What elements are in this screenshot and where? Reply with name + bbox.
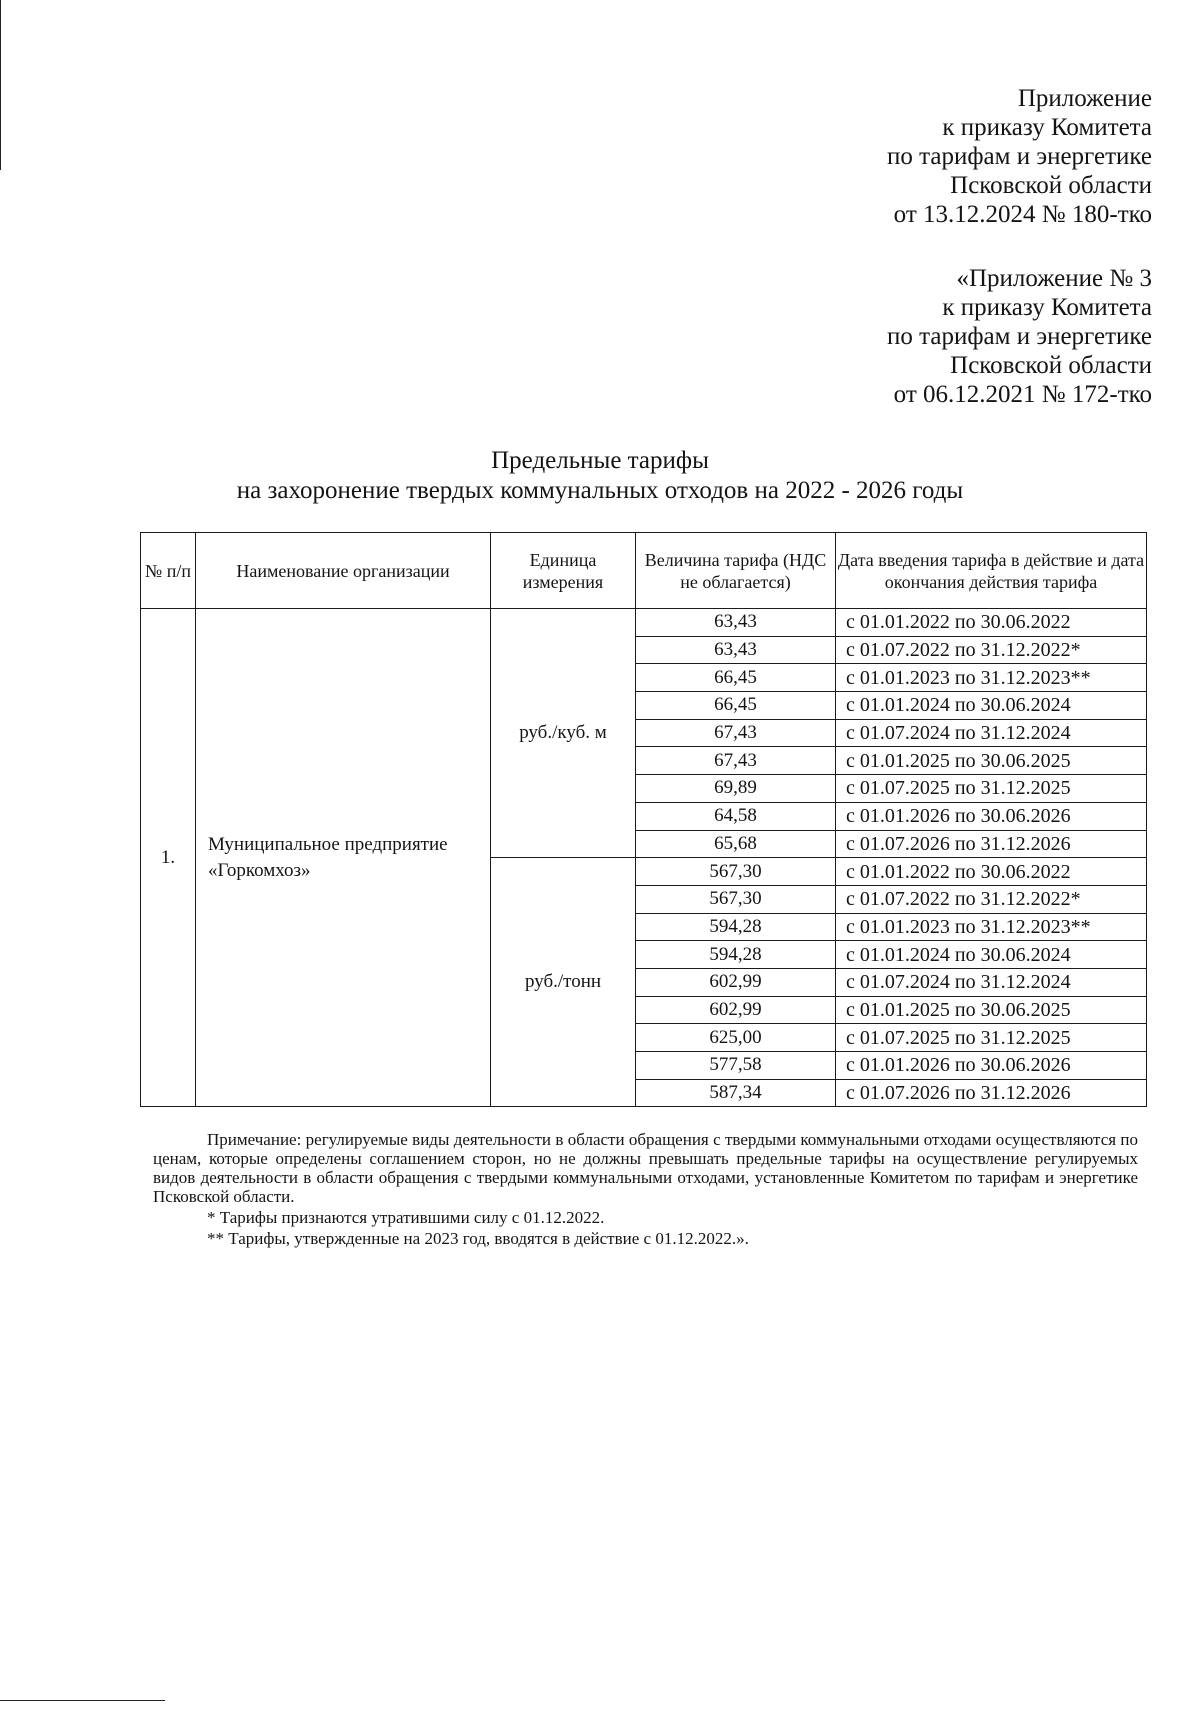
- tariff-value-cell: 66,45: [636, 664, 836, 692]
- tariff-value-cell: 567,30: [636, 858, 836, 886]
- organization-cell: Муниципальное предприятие «Горкомхоз»: [196, 609, 491, 1107]
- period-cell: с 01.01.2024 по 30.06.2024: [836, 692, 1147, 720]
- notes-section: [153, 1130, 1138, 1248]
- tariff-value-cell: 602,99: [636, 968, 836, 996]
- unit-cell: руб./тонн: [491, 858, 636, 1107]
- period-cell: с 01.01.2022 по 30.06.2022: [836, 609, 1147, 637]
- tariff-value-cell: 594,28: [636, 913, 836, 941]
- header-line: к приказу Комитета: [942, 294, 1152, 321]
- period-cell: с 01.07.2024 по 31.12.2024: [836, 719, 1147, 747]
- column-header-tariff-value: Величина тарифа (НДС не облагается): [636, 533, 836, 609]
- scan-edge-line: [0, 1700, 165, 1701]
- header-line: «Приложение № 3: [956, 265, 1152, 292]
- period-cell: с 01.07.2026 по 31.12.2026: [836, 1079, 1147, 1107]
- tariff-value-cell: 577,58: [636, 1052, 836, 1080]
- period-cell: с 01.01.2025 по 30.06.2025: [836, 747, 1147, 775]
- tariff-value-cell: 64,58: [636, 802, 836, 830]
- period-cell: с 01.07.2025 по 31.12.2025: [836, 1024, 1147, 1052]
- period-cell: с 01.07.2025 по 31.12.2025: [836, 775, 1147, 803]
- period-cell: с 01.01.2023 по 31.12.2023**: [836, 913, 1147, 941]
- tariff-value-cell: 65,68: [636, 830, 836, 858]
- column-header-unit: Единица измерения: [491, 533, 636, 609]
- period-cell: с 01.07.2022 по 31.12.2022*: [836, 636, 1147, 664]
- scan-edge-line: [0, 0, 1, 170]
- header-line: по тарифам и энергетике: [887, 143, 1152, 170]
- document-title: [0, 446, 1200, 506]
- column-header-organization: Наименование организации: [196, 533, 491, 609]
- tariff-value-cell: 625,00: [636, 1024, 836, 1052]
- tariff-value-cell: 567,30: [636, 885, 836, 913]
- table-header-row: [141, 533, 1147, 609]
- unit-cell: руб./куб. м: [491, 609, 636, 858]
- period-cell: с 01.07.2024 по 31.12.2024: [836, 968, 1147, 996]
- tariff-value-cell: 63,43: [636, 609, 836, 637]
- period-cell: с 01.01.2026 по 30.06.2026: [836, 802, 1147, 830]
- appendix-header: [887, 264, 1152, 409]
- period-cell: с 01.07.2026 по 31.12.2026: [836, 830, 1147, 858]
- tariff-value-cell: 67,43: [636, 747, 836, 775]
- title-line-1: Предельные тарифы: [491, 447, 709, 474]
- table-body: [141, 609, 1147, 1107]
- header-line: от 06.12.2021 № 172-тко: [893, 381, 1152, 408]
- period-cell: с 01.01.2023 по 31.12.2023**: [836, 664, 1147, 692]
- column-header-period: Дата введения тарифа в действие и дата окончания действия тарифа: [836, 533, 1147, 609]
- header-line: Псковской области: [950, 352, 1152, 379]
- tariff-value-cell: 602,99: [636, 996, 836, 1024]
- tariff-value-cell: 594,28: [636, 941, 836, 969]
- approval-header: [887, 84, 1152, 229]
- header-line: Приложение: [1017, 85, 1152, 112]
- period-cell: с 01.01.2026 по 30.06.2026: [836, 1052, 1147, 1080]
- note-main: Примечание: регулируемые виды деятельности в области обращения с твердыми коммунальными отходами осуществляются по ценам, которые определены соглашением сторон, но не должны превышать предельные тарифы на осуществление регулируемых видов деятельности в области обращения с твердыми коммунальными отходами, установленные Комитетом по тарифам и энергетике Псковской области.: [153, 1130, 1138, 1206]
- tariff-value-cell: 67,43: [636, 719, 836, 747]
- period-cell: с 01.01.2024 по 30.06.2024: [836, 941, 1147, 969]
- period-cell: с 01.01.2025 по 30.06.2025: [836, 996, 1147, 1024]
- period-cell: с 01.07.2022 по 31.12.2022*: [836, 885, 1147, 913]
- row-number-cell: 1.: [141, 609, 196, 1107]
- table-row: [141, 609, 1147, 637]
- note-star-2: ** Тарифы, утвержденные на 2023 год, вводятся в действие с 01.12.2022.».: [207, 1229, 749, 1248]
- column-header-number: № п/п: [141, 533, 196, 609]
- header-line: от 13.12.2024 № 180-тко: [893, 201, 1152, 228]
- header-line: Псковской области: [950, 172, 1152, 199]
- header-line: по тарифам и энергетике: [887, 323, 1152, 350]
- header-line: к приказу Комитета: [942, 114, 1152, 141]
- note-star-1: * Тарифы признаются утратившими силу с 01.12.2022.: [207, 1208, 605, 1227]
- tariff-value-cell: 69,89: [636, 775, 836, 803]
- tariff-value-cell: 587,34: [636, 1079, 836, 1107]
- title-line-2: на захоронение твердых коммунальных отходов на 2022 - 2026 годы: [236, 477, 964, 504]
- tariff-value-cell: 63,43: [636, 636, 836, 664]
- tariff-table: [140, 532, 1147, 1107]
- period-cell: с 01.01.2022 по 30.06.2022: [836, 858, 1147, 886]
- tariff-value-cell: 66,45: [636, 692, 836, 720]
